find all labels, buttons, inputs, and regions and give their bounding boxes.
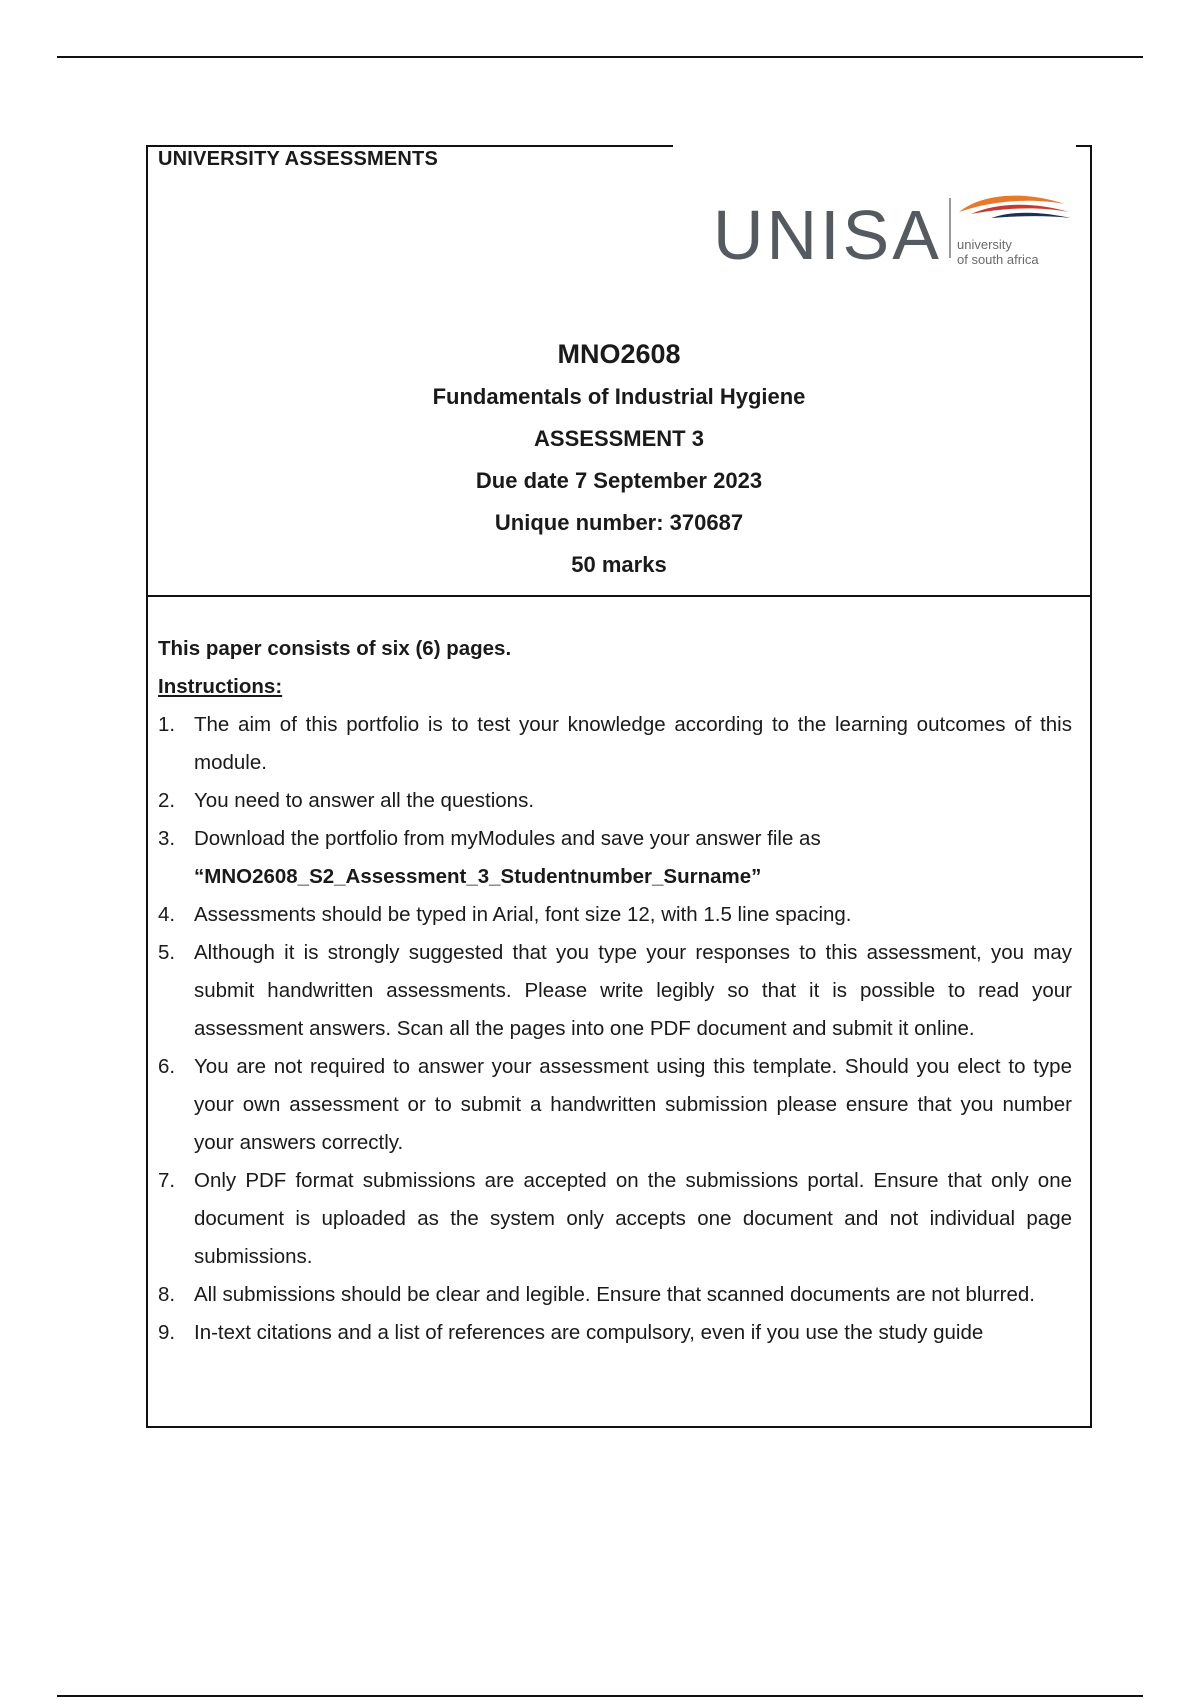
file-name-format: “MNO2608_S2_Assessment_3_Studentnumber_Surname” [194, 865, 762, 888]
instruction-item [158, 896, 1072, 934]
logo-divider [949, 198, 951, 258]
unisa-logo [713, 190, 1073, 280]
assessment-number: ASSESSMENT 3 [534, 426, 704, 451]
instruction-item [158, 1048, 1072, 1162]
item-text: You need to answer all the questions. [194, 789, 535, 812]
item-number: 4. [158, 903, 176, 926]
item-number: 5. [158, 941, 176, 964]
item-text: Download the portfolio from myModules and save your answer file as [194, 827, 821, 850]
logo-swoosh-icon [953, 190, 1073, 230]
logo-subtitle-line1: university [957, 237, 1012, 252]
page-top-rule [57, 56, 1143, 58]
cover-header-section [146, 145, 1092, 597]
instructions-heading: Instructions: [158, 675, 283, 698]
instructions-list [158, 706, 1072, 1352]
item-text: You are not required to answer your assessment using this template. Should you elect to type your own assessment or to submit a handwritten submission please ensure that you number your answers correctly. [194, 1055, 1072, 1154]
item-number: 7. [158, 1169, 176, 1192]
top-border-right [1076, 145, 1090, 147]
item-text: In-text citations and a list of references are compulsory, even if you use the study guide [194, 1321, 984, 1344]
instruction-item [158, 934, 1072, 1048]
instruction-item [158, 820, 1072, 896]
module-name: Fundamentals of Industrial Hygiene [432, 384, 806, 409]
item-number: 1. [158, 713, 176, 736]
item-text: All submissions should be clear and legible. Ensure that scanned documents are not blurred. [194, 1283, 1035, 1306]
instruction-item [158, 1276, 1072, 1314]
unique-number: Unique number: 370687 [494, 510, 744, 535]
total-marks: 50 marks [571, 552, 667, 577]
item-text: Although it is strongly suggested that you type your responses to this assessment, you may submit handwritten assessments. Please write legibly so that it is possible to read your assessment answers. Scan all the pages into one PDF document and submit it online. [194, 941, 1072, 1040]
top-border-left [148, 145, 673, 147]
instructions-section [146, 597, 1092, 1428]
item-number: 6. [158, 1055, 176, 1078]
cover-box [146, 145, 1090, 1428]
instruction-item [158, 706, 1072, 782]
item-text: The aim of this portfolio is to test your knowledge according to the learning outcomes of this module. [194, 713, 1072, 774]
module-code: MNO2608 [557, 339, 681, 369]
university-assessments-label: UNIVERSITY ASSESSMENTS [158, 148, 439, 170]
module-titles [148, 332, 1090, 586]
page-count-note: This paper consists of six (6) pages. [158, 637, 512, 660]
logo-wordmark: UNISA [713, 196, 942, 274]
instruction-item [158, 1314, 1072, 1352]
instructions-body [158, 630, 1072, 1352]
instruction-item [158, 1162, 1072, 1276]
item-text: Assessments should be typed in Arial, font size 12, with 1.5 line spacing. [194, 903, 852, 926]
item-number: 9. [158, 1321, 176, 1344]
page-bottom-rule [57, 1695, 1143, 1697]
logo-subtitle-line2: of south africa [957, 252, 1039, 267]
logo-subtitle [957, 237, 1039, 267]
item-number: 3. [158, 827, 176, 850]
due-date: Due date 7 September 2023 [475, 468, 763, 493]
instruction-item [158, 782, 1072, 820]
item-number: 8. [158, 1283, 176, 1306]
item-text: Only PDF format submissions are accepted on the submissions portal. Ensure that only one document is uploaded as the system only accepts one document and not individual page submissions. [194, 1169, 1072, 1268]
item-number: 2. [158, 789, 176, 812]
